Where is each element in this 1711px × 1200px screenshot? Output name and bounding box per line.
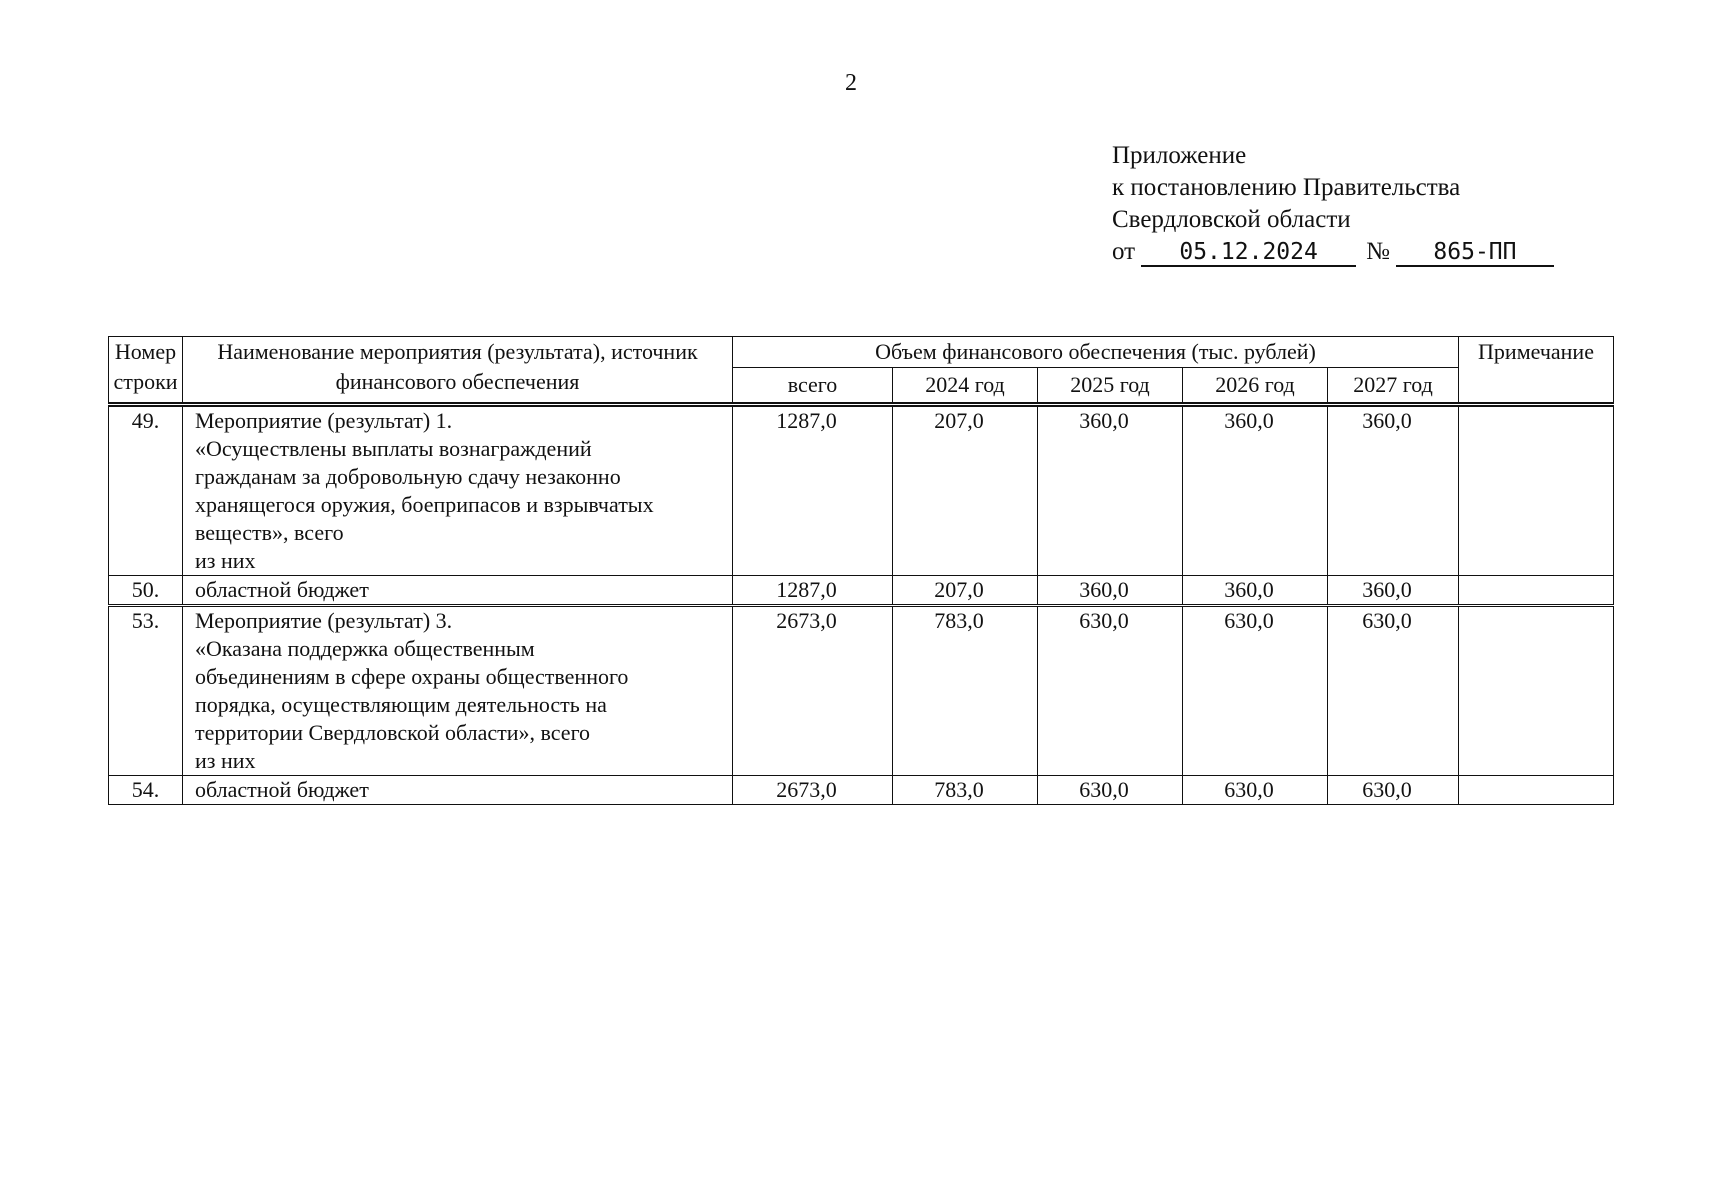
cell-2026: 630,0 xyxy=(1183,776,1328,805)
name-line: «Осуществлены выплаты вознаграждений xyxy=(195,436,592,461)
cell-2027: 630,0 xyxy=(1328,776,1459,805)
cell-note xyxy=(1459,405,1614,576)
row-name xyxy=(183,405,733,576)
header-volume: Объем финансового обеспечения (тыс. рублей) xyxy=(733,337,1459,368)
name-line: хранящегося оружия, боеприпасов и взрывчатых xyxy=(195,492,654,517)
name-line: Мероприятие (результат) 1. xyxy=(195,408,453,433)
cell-2025: 630,0 xyxy=(1038,776,1183,805)
row-number: 54. xyxy=(109,776,183,805)
header-2024: 2024 год xyxy=(893,368,1038,405)
cell-2024: 783,0 xyxy=(893,776,1038,805)
cell-total: 1287,0 xyxy=(733,576,893,606)
cell-2024: 207,0 xyxy=(893,405,1038,576)
row-number: 49. xyxy=(109,405,183,576)
decree-date: 05.12.2024 xyxy=(1141,239,1356,267)
date-prefix: от xyxy=(1112,238,1136,265)
cell-2025: 360,0 xyxy=(1038,576,1183,606)
annex-date-line xyxy=(1112,236,1554,268)
cell-note xyxy=(1459,606,1614,776)
cell-2027: 360,0 xyxy=(1328,576,1459,606)
name-line: из них xyxy=(195,748,256,773)
name-line: областной бюджет xyxy=(195,777,369,802)
page-number: 2 xyxy=(845,70,857,96)
cell-2025: 360,0 xyxy=(1038,405,1183,576)
header-name: Наименование мероприятия (результата), источник финансового обеспечения xyxy=(183,337,733,405)
name-line: территории Свердловской области», всего xyxy=(195,720,591,745)
cell-2027: 360,0 xyxy=(1328,405,1459,576)
name-line: веществ», всего xyxy=(195,520,344,545)
name-line: из них xyxy=(195,548,256,573)
annex-region: Свердловской области xyxy=(1112,206,1351,233)
table-row xyxy=(109,776,1614,805)
row-number: 50. xyxy=(109,576,183,606)
header-2026: 2026 год xyxy=(1183,368,1328,405)
row-name xyxy=(183,606,733,776)
decree-number: 865-ПП xyxy=(1396,239,1554,267)
header-total: всего xyxy=(733,368,893,405)
annex-title: Приложение xyxy=(1112,142,1247,169)
cell-2027: 630,0 xyxy=(1328,606,1459,776)
cell-2024: 783,0 xyxy=(893,606,1038,776)
header-note: Примечание xyxy=(1459,337,1614,405)
cell-2024: 207,0 xyxy=(893,576,1038,606)
cell-total: 2673,0 xyxy=(733,606,893,776)
name-line: областной бюджет xyxy=(195,577,369,602)
number-prefix: № xyxy=(1366,238,1390,265)
header-row-number: Номер строки xyxy=(109,337,183,405)
cell-2026: 360,0 xyxy=(1183,576,1328,606)
name-line: гражданам за добровольную сдачу незаконно xyxy=(195,464,621,489)
table-row xyxy=(109,606,1614,776)
row-number: 53. xyxy=(109,606,183,776)
table-row xyxy=(109,576,1614,606)
name-line: «Оказана поддержка общественным xyxy=(195,636,535,661)
row-name xyxy=(183,576,733,606)
annex-subtitle: к постановлению Правительства xyxy=(1112,174,1461,201)
financing-table xyxy=(108,336,1614,805)
cell-2026: 630,0 xyxy=(1183,606,1328,776)
cell-total: 1287,0 xyxy=(733,405,893,576)
header-2025: 2025 год xyxy=(1038,368,1183,405)
table-row xyxy=(109,405,1614,576)
cell-total: 2673,0 xyxy=(733,776,893,805)
annex-block xyxy=(1112,140,1554,268)
cell-2025: 630,0 xyxy=(1038,606,1183,776)
header-2027: 2027 год xyxy=(1328,368,1459,405)
cell-note xyxy=(1459,776,1614,805)
cell-2026: 360,0 xyxy=(1183,405,1328,576)
cell-note xyxy=(1459,576,1614,606)
name-line: порядка, осуществляющим деятельность на xyxy=(195,692,607,717)
name-line: Мероприятие (результат) 3. xyxy=(195,608,453,633)
row-name xyxy=(183,776,733,805)
name-line: объединениям в сфере охраны общественного xyxy=(195,664,629,689)
header-row xyxy=(109,337,1614,368)
